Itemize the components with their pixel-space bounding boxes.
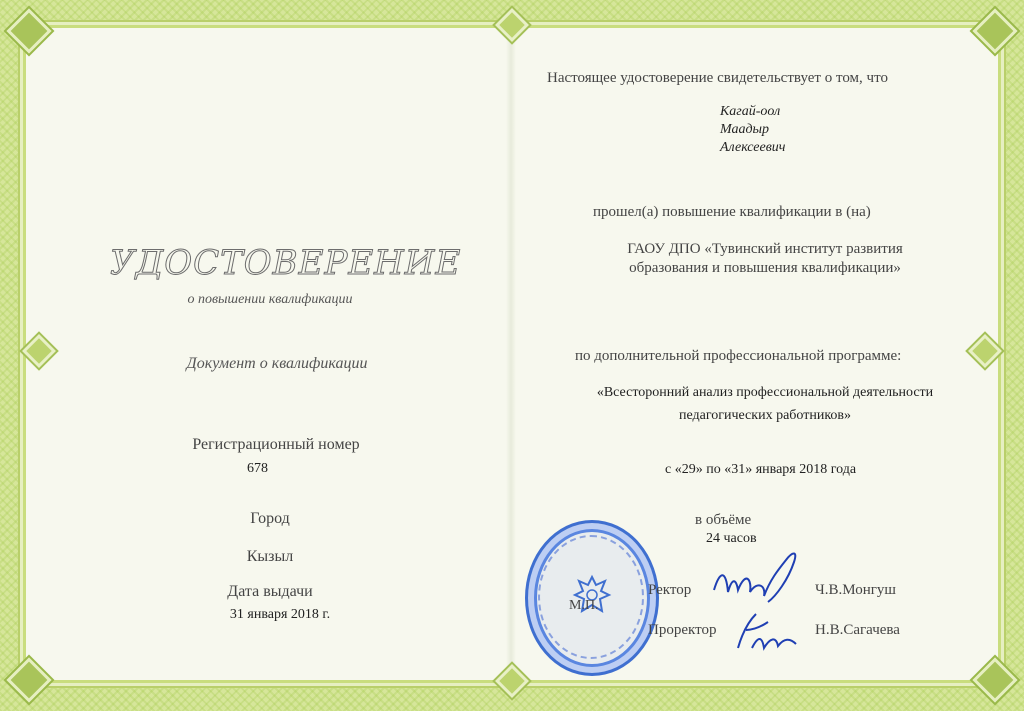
certificate-title: УДОСТОВЕРЕНИЕ [110,243,462,283]
rector-label: Ректор [648,582,692,598]
city-value: Кызыл [246,548,294,565]
holder-last-name: Маадыр [720,122,770,137]
holder-patronymic: Алексеевич [720,140,786,155]
training-period: с «29» по «31» января 2018 года [665,462,857,477]
volume-value: 24 часов [706,531,757,546]
volume-label: в объёме [695,512,752,528]
issue-date-label: Дата выдачи [227,583,313,600]
prorector-name: Н.В.Сагачева [815,622,900,638]
prorector-signature [732,608,802,656]
holder-first-name: Кагай-оол [720,104,781,119]
registration-label: Регистрационный номер [192,436,360,453]
registration-number: 678 [247,461,268,476]
passed-text: прошел(а) повышение квалификации в (на) [593,204,871,220]
certificate-subtitle: о повышении квалификации [187,292,353,307]
city-label: Город [250,510,290,527]
stamp-place-label: М.П. [569,598,599,613]
program-line-1: «Всесторонний анализ профессиональной деятельности [596,385,934,400]
rector-signature [706,540,806,610]
issue-date: 31 января 2018 г. [229,607,331,622]
program-line-2: педагогических работников» [678,408,852,423]
prorector-label: Проректор [648,622,717,638]
document-type: Документ о квалификации [186,355,368,372]
organization-line-2: образования и повышения квалификации» [629,260,901,276]
intro-text: Настоящее удостоверение свидетельствует о том, что [547,70,888,86]
organization-line-1: ГАОУ ДПО «Тувинский институт развития [627,241,903,257]
page-fold [506,30,516,678]
rector-name: Ч.В.Монгуш [815,582,896,598]
program-label: по дополнительной профессиональной программе: [575,348,902,364]
